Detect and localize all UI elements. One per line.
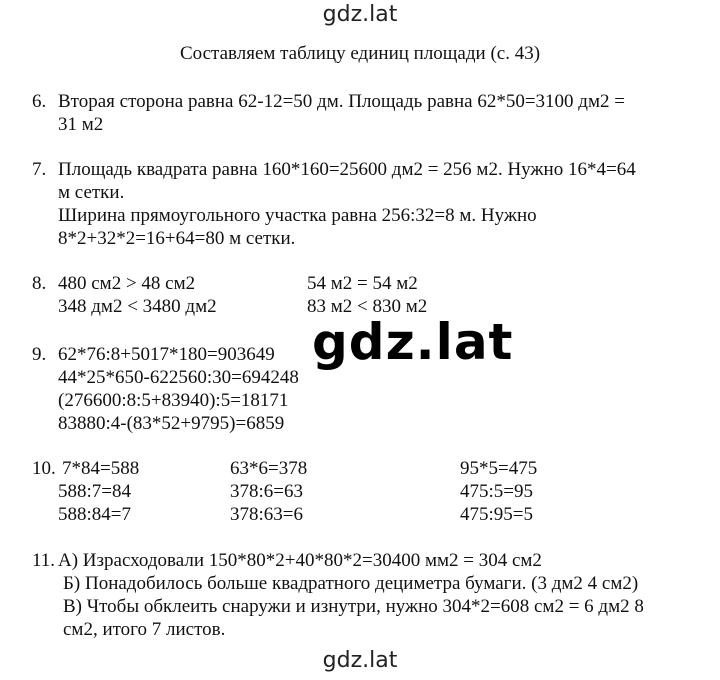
watermark-center: gdz.lat xyxy=(312,313,514,371)
item-10-col2-row2: 378:6=63 xyxy=(230,481,303,502)
item-11-part-c-line-1: В) Чтобы обклеить снаружи и изнутри, нужно 304*2=608 см2 = 6 дм2 8 xyxy=(63,596,644,617)
item-9-line-4: 83880:4-(83*52+9795)=6859 xyxy=(58,413,285,434)
item-11-part-b: Б) Понадобилось больше квадратного дециметра бумаги. (3 дм2 4 см2) xyxy=(63,573,639,594)
item-10-col1-row2: 588:7=84 xyxy=(58,481,131,502)
item-10-col1-row1: 7*84=588 xyxy=(62,458,140,479)
item-9-line-2: 44*25*650-622560:30=694248 xyxy=(58,367,299,388)
item-9-line-1: 62*76:8+5017*180=903649 xyxy=(58,344,275,365)
item-9-line-3: (276600:8:5+83940):5=18171 xyxy=(58,390,289,411)
item-10-col2-row1: 63*6=378 xyxy=(230,458,308,479)
item-7-line-1: Площадь квадрата равна 160*160=25600 дм2 = 256 м2. Нужно 16*4=64 xyxy=(58,159,636,180)
item-6-number: 6. xyxy=(32,91,47,112)
item-10-col3-row2: 475:5=95 xyxy=(460,481,533,502)
item-10-col1-row3: 588:84=7 xyxy=(58,504,131,525)
watermark-bottom: gdz.lat xyxy=(322,648,398,673)
item-10-col3-row1: 95*5=475 xyxy=(460,458,538,479)
item-7-line-4: 8*2+32*2=16+64=80 м сетки. xyxy=(58,228,296,249)
item-8-number: 8. xyxy=(32,273,47,294)
item-8-compare-2: 348 дм2 < 3480 дм2 xyxy=(58,296,217,316)
item-11-part-c-line-2: см2, итого 7 листов. xyxy=(63,619,226,640)
item-10-number: 10. xyxy=(32,458,56,479)
item-10-col2-row3: 378:63=6 xyxy=(230,504,303,525)
item-9-number: 9. xyxy=(32,344,47,365)
item-10-col3-row3: 475:95=5 xyxy=(460,504,533,525)
item-8-compare-1: 480 см2 > 48 см2 xyxy=(58,273,196,294)
item-7-line-3: Ширина прямоугольного участка равна 256:32=8 м. Нужно xyxy=(58,205,537,226)
item-6-line-2: 31 м2 xyxy=(58,114,104,135)
item-8-compare-4: 83 м2 < 830 м2 xyxy=(307,296,428,316)
item-7-number: 7. xyxy=(32,159,47,180)
item-8-compare-3: 54 м2 = 54 м2 xyxy=(307,273,418,294)
item-6-line-1: Вторая сторона равна 62-12=50 дм. Площадь равна 62*50=3100 дм2 = xyxy=(58,91,625,112)
watermark-top: gdz.lat xyxy=(322,2,398,27)
page-title: Составляем таблицу единиц площади (с. 43) xyxy=(179,43,541,64)
item-11-number: 11. xyxy=(32,550,56,571)
item-11-part-a: А) Израсходовали 150*80*2+40*80*2=30400 мм2 = 304 см2 xyxy=(58,550,542,571)
item-7-line-2: м сетки. xyxy=(58,182,125,203)
